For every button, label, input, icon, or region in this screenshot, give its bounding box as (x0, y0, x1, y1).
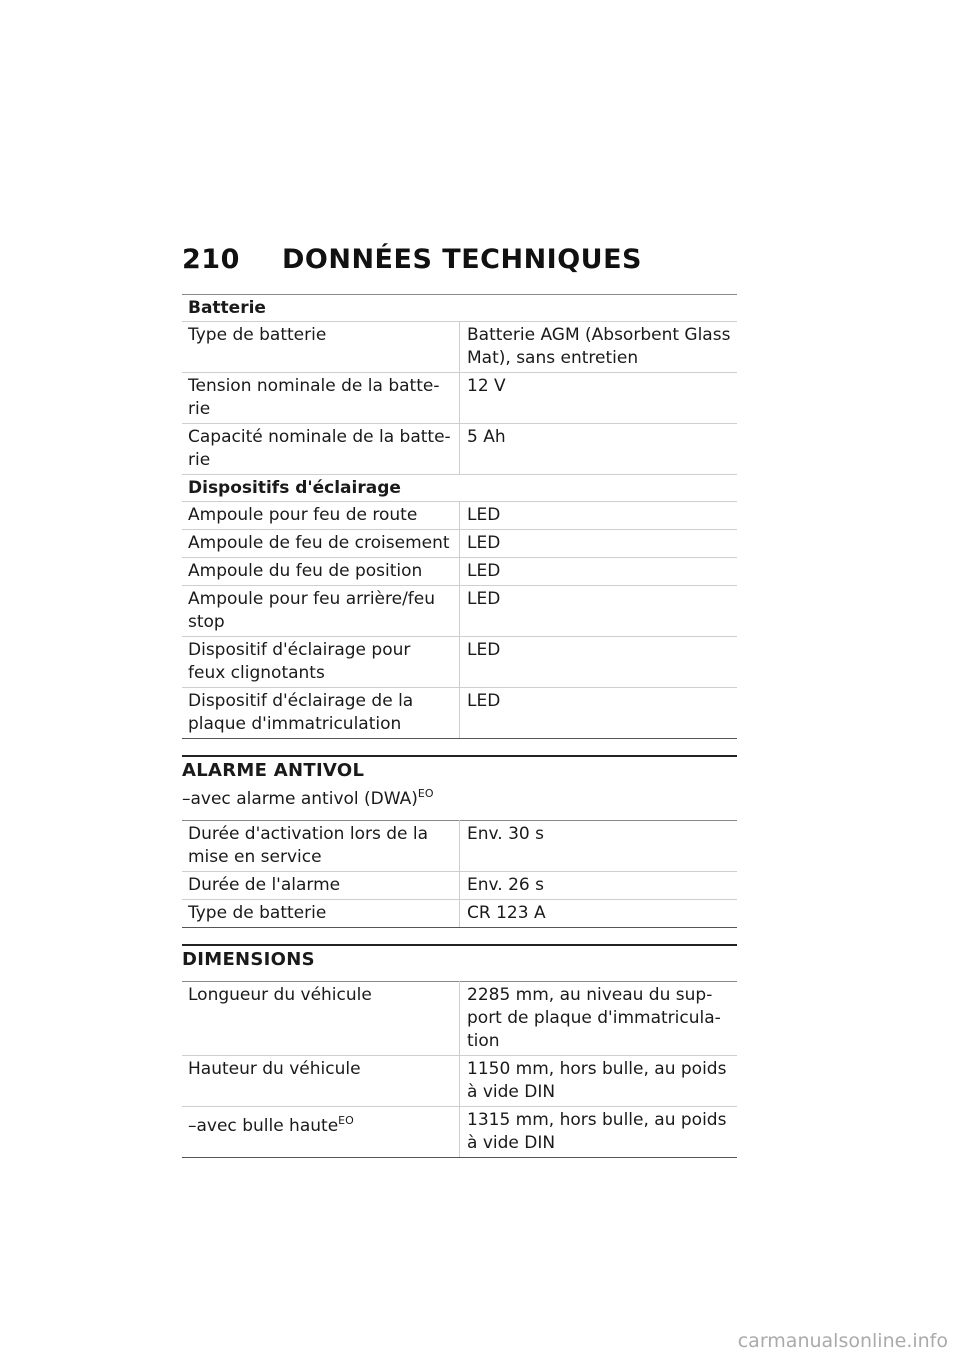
spec-value: CR 123 A (460, 900, 738, 928)
spec-value: LED (460, 637, 738, 688)
spec-label: Durée d'activation lors de la mise en service (182, 821, 460, 872)
page-number: 210 (182, 244, 240, 275)
spec-label: Hauteur du véhicule (182, 1056, 460, 1107)
table-row (182, 558, 737, 586)
table-row (182, 502, 737, 530)
spec-label: Ampoule du feu de position (182, 558, 460, 586)
table-row (182, 373, 737, 424)
table-row (182, 637, 737, 688)
spec-value: Env. 26 s (460, 872, 738, 900)
spec-label: Dispositif d'éclairage pour feux clignotants (182, 637, 460, 688)
spec-value: LED (460, 558, 738, 586)
table-row (182, 424, 737, 475)
spec-label: Tension nominale de la batte-rie (182, 373, 460, 424)
group-title-batterie: Batterie (182, 295, 737, 322)
spec-value: 2285 mm, au niveau du sup-port de plaque d'immatricula-tion (460, 982, 738, 1056)
spec-label: Capacité nominale de la batte-rie (182, 424, 460, 475)
battery-lighting-table (182, 294, 737, 739)
spec-label: Type de batterie (182, 900, 460, 928)
spec-label: Ampoule de feu de croisement (182, 530, 460, 558)
table-row (182, 872, 737, 900)
dimensions-table (182, 981, 737, 1158)
page-header (182, 244, 642, 275)
content (182, 294, 737, 1158)
spec-value: 12 V (460, 373, 738, 424)
spec-label: Type de batterie (182, 322, 460, 373)
spec-value: LED (460, 586, 738, 637)
alarme-note-text: –avec alarme antivol (DWA) (182, 789, 418, 809)
spec-value: 1150 mm, hors bulle, au poids à vide DIN (460, 1056, 738, 1107)
alarm-table (182, 820, 737, 928)
group-row-batterie (182, 295, 737, 322)
table-row (182, 688, 737, 739)
spec-label-text: –avec bulle haute (188, 1116, 339, 1136)
spec-label (182, 1107, 460, 1158)
spec-value: Env. 30 s (460, 821, 738, 872)
table-row (182, 322, 737, 373)
table-row (182, 821, 737, 872)
spec-value: Batterie AGM (Absorbent Glass Mat), sans entretien (460, 322, 738, 373)
table-row (182, 900, 737, 928)
alarme-note (182, 787, 737, 809)
group-title-eclairage: Dispositifs d'éclairage (182, 475, 737, 502)
watermark: carmanualsonline.info (737, 1330, 948, 1352)
spec-value: LED (460, 530, 738, 558)
table-row (182, 1107, 737, 1158)
spec-label: Dispositif d'éclairage de la plaque d'immatriculation (182, 688, 460, 739)
spec-label: Ampoule pour feu arrière/feu stop (182, 586, 460, 637)
section-title-alarme: ALARME ANTIVOL (182, 755, 737, 781)
alarme-note-sup: EO (417, 787, 434, 800)
spec-value: LED (460, 688, 738, 739)
table-row (182, 586, 737, 637)
table-row (182, 1056, 737, 1107)
table-row (182, 982, 737, 1056)
spec-label-sup: EO (338, 1114, 354, 1127)
table-row (182, 530, 737, 558)
spec-label: Longueur du véhicule (182, 982, 460, 1056)
spec-value: LED (460, 502, 738, 530)
spec-value: 5 Ah (460, 424, 738, 475)
page-title: DONNÉES TECHNIQUES (282, 244, 642, 275)
spec-value: 1315 mm, hors bulle, au poids à vide DIN (460, 1107, 738, 1158)
spec-label: Durée de l'alarme (182, 872, 460, 900)
section-title-dimensions: DIMENSIONS (182, 944, 737, 970)
spec-label: Ampoule pour feu de route (182, 502, 460, 530)
group-row-eclairage (182, 475, 737, 502)
